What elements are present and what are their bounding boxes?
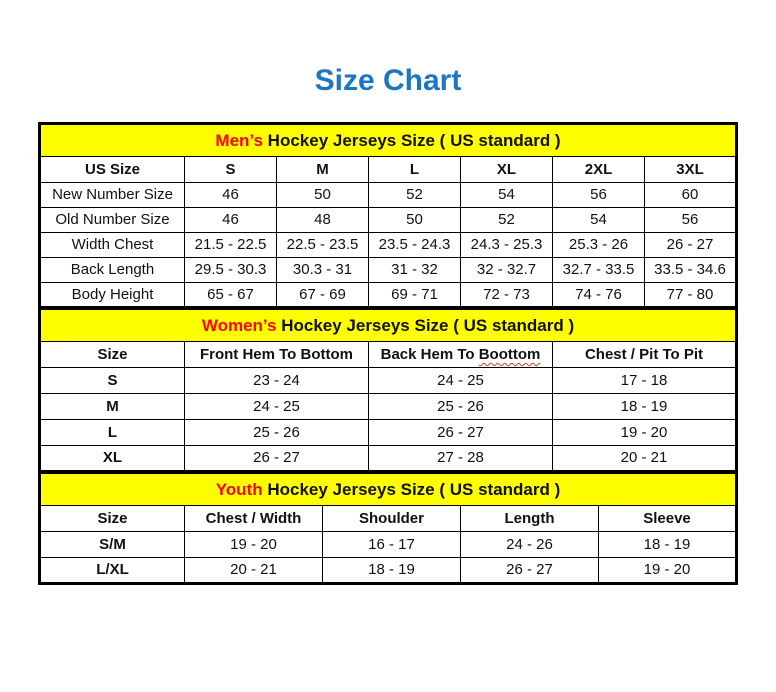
womens-table-title-accent: Women’s (201, 315, 277, 335)
womens-section-band (40, 309, 737, 342)
size-value-cell: 19 - 20 (185, 532, 323, 558)
mens-header-row (40, 157, 737, 183)
table-row (40, 233, 737, 258)
womens-table-title-text: Hockey Jerseys Size ( US standard ) (276, 315, 575, 335)
size-value-cell: 50 (277, 183, 369, 208)
column-header: Sleeve (599, 506, 737, 532)
size-value-cell: 24.3 - 25.3 (461, 233, 553, 258)
size-value-cell: 17 - 18 (553, 368, 737, 394)
table-row (40, 420, 737, 446)
size-value-cell: 24 - 26 (461, 532, 599, 558)
size-value-cell: 74 - 76 (553, 283, 645, 308)
table-row (40, 183, 737, 208)
size-value-cell: 26 - 27 (369, 420, 553, 446)
size-value-cell: 50 (369, 208, 461, 233)
size-value-cell: 27 - 28 (369, 446, 553, 472)
size-value-cell: 18 - 19 (553, 394, 737, 420)
page-title: Size Chart (314, 64, 462, 97)
youth-table-title (40, 473, 737, 506)
table-row (40, 368, 737, 394)
misspelled-word: Boottom (478, 345, 541, 363)
column-header: Size (40, 342, 185, 368)
row-label: L (40, 420, 185, 446)
size-value-cell: 33.5 - 34.6 (645, 258, 737, 283)
size-value-cell: 54 (461, 183, 553, 208)
youth-size-table (38, 471, 738, 585)
size-value-cell: 25.3 - 26 (553, 233, 645, 258)
size-value-cell: 24 - 25 (369, 368, 553, 394)
size-value-cell: 25 - 26 (185, 420, 369, 446)
size-value-cell: 24 - 25 (185, 394, 369, 420)
size-value-cell: 18 - 19 (599, 532, 737, 558)
size-value-cell: 67 - 69 (277, 283, 369, 308)
row-label: S/M (40, 532, 185, 558)
mens-table-title (40, 124, 737, 157)
size-value-cell: 60 (645, 183, 737, 208)
column-header: M (277, 157, 369, 183)
column-header-text: Back Hem To (380, 345, 479, 363)
size-value-cell: 20 - 21 (553, 446, 737, 472)
row-label: New Number Size (40, 183, 185, 208)
size-value-cell: 56 (645, 208, 737, 233)
column-header: 3XL (645, 157, 737, 183)
column-header: XL (461, 157, 553, 183)
size-value-cell: 23 - 24 (185, 368, 369, 394)
size-value-cell: 52 (461, 208, 553, 233)
column-header: 2XL (553, 157, 645, 183)
mens-size-table (38, 122, 738, 309)
row-label: Old Number Size (40, 208, 185, 233)
size-value-cell: 31 - 32 (369, 258, 461, 283)
row-label: L/XL (40, 558, 185, 584)
column-header: Chest / Pit To Pit (553, 342, 737, 368)
mens-table-title-accent: Men’s (215, 130, 263, 150)
size-value-cell: 52 (369, 183, 461, 208)
column-header: Length (461, 506, 599, 532)
table-row (40, 208, 737, 233)
column-header: Chest / Width (185, 506, 323, 532)
column-header: US Size (40, 157, 185, 183)
column-header (369, 342, 553, 368)
youth-table-title-accent: Youth (215, 479, 263, 499)
youth-header-row (40, 506, 737, 532)
size-value-cell: 25 - 26 (369, 394, 553, 420)
size-value-cell: 23.5 - 24.3 (369, 233, 461, 258)
size-value-cell: 20 - 21 (185, 558, 323, 584)
womens-size-table (38, 307, 738, 473)
row-label: Body Height (40, 283, 185, 308)
mens-section-band (40, 124, 737, 157)
column-header: Size (40, 506, 185, 532)
size-value-cell: 69 - 71 (369, 283, 461, 308)
table-row (40, 558, 737, 584)
table-row (40, 532, 737, 558)
size-value-cell: 72 - 73 (461, 283, 553, 308)
size-value-cell: 46 (185, 183, 277, 208)
size-value-cell: 29.5 - 30.3 (185, 258, 277, 283)
youth-section-band (40, 473, 737, 506)
size-value-cell: 26 - 27 (645, 233, 737, 258)
size-value-cell: 48 (277, 208, 369, 233)
size-value-cell: 18 - 19 (323, 558, 461, 584)
column-header: S (185, 157, 277, 183)
size-value-cell: 19 - 20 (553, 420, 737, 446)
mens-table-title-text: Hockey Jerseys Size ( US standard ) (262, 130, 561, 150)
womens-table-title (40, 309, 737, 342)
womens-header-row (40, 342, 737, 368)
size-value-cell: 77 - 80 (645, 283, 737, 308)
size-value-cell: 19 - 20 (599, 558, 737, 584)
table-row (40, 446, 737, 472)
row-label: XL (40, 446, 185, 472)
column-header: Front Hem To Bottom (185, 342, 369, 368)
size-value-cell: 65 - 67 (185, 283, 277, 308)
row-label: Back Length (40, 258, 185, 283)
table-row (40, 258, 737, 283)
size-value-cell: 54 (553, 208, 645, 233)
size-value-cell: 56 (553, 183, 645, 208)
size-value-cell: 16 - 17 (323, 532, 461, 558)
size-value-cell: 21.5 - 22.5 (185, 233, 277, 258)
row-label: Width Chest (40, 233, 185, 258)
size-value-cell: 26 - 27 (185, 446, 369, 472)
size-value-cell: 30.3 - 31 (277, 258, 369, 283)
table-row (40, 283, 737, 308)
size-value-cell: 32.7 - 33.5 (553, 258, 645, 283)
column-header: L (369, 157, 461, 183)
youth-table-title-text: Hockey Jerseys Size ( US standard ) (262, 479, 561, 499)
size-value-cell: 22.5 - 23.5 (277, 233, 369, 258)
row-label: M (40, 394, 185, 420)
table-row (40, 394, 737, 420)
size-value-cell: 46 (185, 208, 277, 233)
size-tables (38, 122, 738, 585)
column-header: Shoulder (323, 506, 461, 532)
size-value-cell: 32 - 32.7 (461, 258, 553, 283)
size-value-cell: 26 - 27 (461, 558, 599, 584)
row-label: S (40, 368, 185, 394)
